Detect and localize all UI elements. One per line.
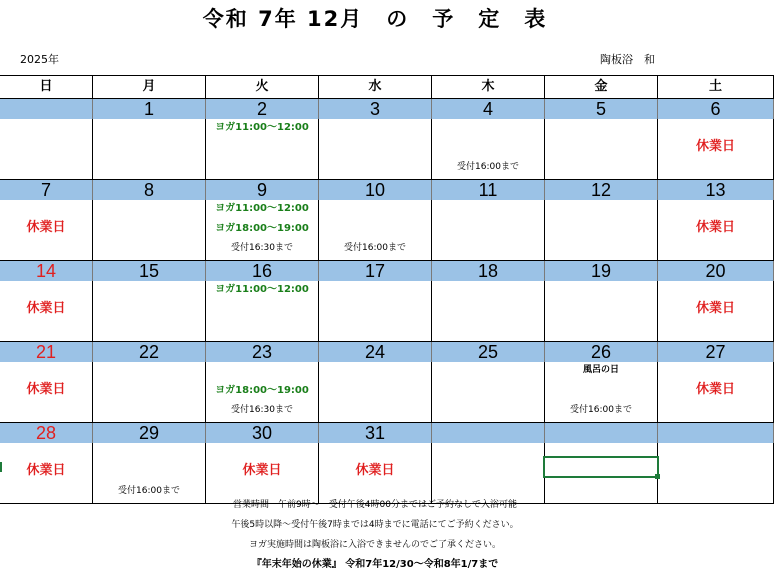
reception-deadline: 受付16:30まで — [231, 405, 293, 415]
date-number[interactable]: 8 — [93, 180, 206, 200]
day-cell[interactable] — [206, 362, 319, 422]
day-cell[interactable] — [206, 119, 319, 179]
date-number[interactable]: 27 — [658, 342, 774, 362]
day-cell[interactable] — [206, 443, 319, 503]
weeks-container — [0, 99, 774, 504]
date-number[interactable]: 28 — [0, 423, 93, 443]
closed-day-label: 休業日 — [242, 463, 282, 478]
date-number[interactable]: 4 — [432, 99, 545, 119]
date-number[interactable] — [432, 423, 545, 443]
yoga-session: ヨガ11:00～12:00 — [215, 122, 309, 133]
closed-day-label: 休業日 — [26, 382, 66, 397]
date-number[interactable]: 21 — [0, 342, 93, 362]
notes-block — [92, 495, 658, 575]
reception-deadline: 受付16:00まで — [570, 405, 632, 415]
reception-deadline: 受付16:00まで — [457, 162, 519, 172]
closed-day-label: 休業日 — [695, 139, 735, 154]
day-cell[interactable] — [545, 362, 658, 422]
closed-day-label: 休業日 — [26, 220, 66, 235]
yoga-session: ヨガ11:00～12:00 — [215, 203, 309, 214]
note-yoga: ヨガ実施時間は陶板浴に入浴できませんのでご了承ください。 — [248, 540, 501, 550]
date-number[interactable]: 9 — [206, 180, 319, 200]
weekday-header: 土 — [658, 76, 774, 98]
day-cell[interactable] — [432, 281, 545, 341]
cell-selection[interactable] — [543, 456, 659, 478]
date-number[interactable]: 19 — [545, 261, 658, 281]
day-cell[interactable] — [658, 443, 774, 503]
day-cell[interactable] — [658, 281, 774, 341]
reception-deadline: 受付16:00まで — [118, 486, 180, 496]
closed-day-label: 休業日 — [695, 382, 735, 397]
date-band — [0, 342, 774, 362]
weekday-header: 火 — [206, 76, 319, 98]
date-number[interactable]: 18 — [432, 261, 545, 281]
closed-day-label: 休業日 — [26, 301, 66, 316]
yoga-session: ヨガ11:00～12:00 — [215, 284, 309, 295]
week-row — [0, 99, 774, 180]
day-cell[interactable] — [93, 119, 206, 179]
fill-handle[interactable] — [655, 474, 660, 479]
day-cell[interactable] — [0, 200, 93, 260]
weekday-header: 金 — [545, 76, 658, 98]
date-number[interactable]: 7 — [0, 180, 93, 200]
date-number[interactable]: 17 — [319, 261, 432, 281]
date-number[interactable]: 5 — [545, 99, 658, 119]
closed-day-label: 休業日 — [355, 463, 395, 478]
day-cell[interactable] — [319, 119, 432, 179]
day-cell[interactable] — [93, 200, 206, 260]
yoga-session: ヨガ18:00～19:00 — [215, 223, 309, 234]
date-band — [0, 423, 774, 443]
yoga-session: ヨガ18:00～19:00 — [215, 385, 309, 396]
day-cell[interactable] — [319, 443, 432, 503]
weekday-header-row — [0, 75, 774, 99]
weekday-header: 水 — [319, 76, 432, 98]
day-cell[interactable] — [0, 119, 93, 179]
day-body-row — [0, 119, 774, 179]
day-cell[interactable] — [432, 443, 545, 503]
day-body-row — [0, 362, 774, 422]
date-number[interactable]: 14 — [0, 261, 93, 281]
day-body-row — [0, 200, 774, 260]
note-reservation: 午後5時以降～受付午後7時までは4時までに電話にてご予約ください。 — [231, 520, 519, 530]
reception-deadline: 受付16:30まで — [231, 243, 293, 253]
date-number[interactable]: 6 — [658, 99, 774, 119]
day-cell[interactable] — [93, 443, 206, 503]
date-number[interactable]: 10 — [319, 180, 432, 200]
closed-day-label: 休業日 — [695, 301, 735, 316]
week-row — [0, 342, 774, 423]
date-number[interactable]: 26 — [545, 342, 658, 362]
day-cell[interactable] — [432, 119, 545, 179]
date-number[interactable]: 24 — [319, 342, 432, 362]
date-number[interactable] — [0, 99, 93, 119]
day-cell[interactable] — [93, 362, 206, 422]
day-body-row — [0, 281, 774, 341]
date-band — [0, 180, 774, 200]
date-number[interactable]: 30 — [206, 423, 319, 443]
day-cell[interactable] — [319, 362, 432, 422]
closed-day-label: 休業日 — [695, 220, 735, 235]
day-cell[interactable] — [93, 281, 206, 341]
date-number[interactable]: 25 — [432, 342, 545, 362]
date-number[interactable]: 1 — [93, 99, 206, 119]
day-cell[interactable] — [319, 281, 432, 341]
day-cell[interactable] — [0, 281, 93, 341]
day-cell[interactable] — [319, 200, 432, 260]
day-cell[interactable] — [0, 443, 93, 503]
date-number[interactable]: 3 — [319, 99, 432, 119]
date-band — [0, 99, 774, 119]
page-title: 令和 7年 12月 の 予 定 表 — [202, 7, 548, 31]
year-label: 2025年 — [20, 53, 59, 66]
date-number[interactable]: 2 — [206, 99, 319, 119]
week-row — [0, 180, 774, 261]
date-number[interactable] — [545, 423, 658, 443]
closed-day-label: 休業日 — [26, 463, 66, 478]
date-number[interactable]: 23 — [206, 342, 319, 362]
day-cell[interactable] — [432, 200, 545, 260]
note-holiday: 『年末年始の休業』 令和7年12/30～令和8年1/7まで — [251, 559, 499, 570]
day-cell[interactable] — [658, 119, 774, 179]
date-number[interactable]: 29 — [93, 423, 206, 443]
date-band — [0, 261, 774, 281]
date-number[interactable]: 11 — [432, 180, 545, 200]
weekday-header: 日 — [0, 76, 93, 98]
date-number[interactable]: 16 — [206, 261, 319, 281]
day-cell[interactable] — [206, 281, 319, 341]
day-cell[interactable] — [658, 362, 774, 422]
reception-deadline: 受付16:00まで — [344, 243, 406, 253]
date-number[interactable]: 13 — [658, 180, 774, 200]
date-number[interactable]: 20 — [658, 261, 774, 281]
day-cell[interactable] — [206, 200, 319, 260]
day-cell[interactable] — [0, 362, 93, 422]
calendar-grid — [0, 75, 774, 504]
day-cell[interactable] — [432, 362, 545, 422]
note-hours: 営業時間 午前9時～ 受付午後4時00分まではご予約なしで入浴可能 — [233, 500, 517, 510]
weekday-header: 木 — [432, 76, 545, 98]
date-number[interactable]: 12 — [545, 180, 658, 200]
day-cell[interactable] — [658, 200, 774, 260]
weekday-header: 月 — [93, 76, 206, 98]
day-cell[interactable] — [545, 200, 658, 260]
date-number[interactable] — [658, 423, 774, 443]
bath-day-label: 風呂の日 — [582, 365, 619, 375]
week-row — [0, 261, 774, 342]
date-number[interactable]: 31 — [319, 423, 432, 443]
owner-label: 陶板浴 和 — [600, 53, 655, 66]
date-number[interactable]: 15 — [93, 261, 206, 281]
date-number[interactable]: 22 — [93, 342, 206, 362]
row-marker — [0, 462, 2, 472]
day-cell[interactable] — [545, 119, 658, 179]
day-cell[interactable] — [545, 281, 658, 341]
